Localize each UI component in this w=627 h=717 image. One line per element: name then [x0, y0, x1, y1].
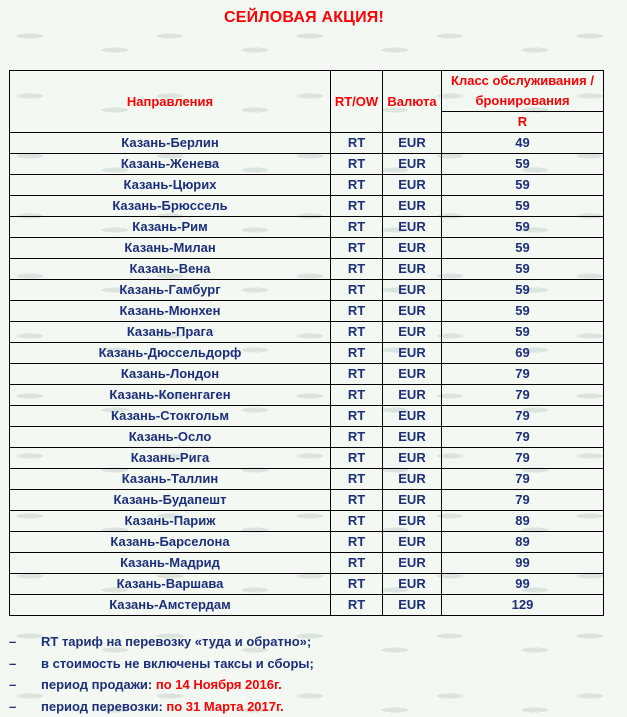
fare-type-cell: RT — [331, 406, 383, 427]
fare-type-cell: RT — [331, 301, 383, 322]
fare-type-cell: RT — [331, 154, 383, 175]
price-cell: 59 — [442, 238, 604, 259]
route-cell: Казань-Лондон — [10, 364, 331, 385]
price-cell: 79 — [442, 448, 604, 469]
table-row — [10, 175, 604, 196]
table-header-row — [10, 71, 604, 112]
table-row — [10, 322, 604, 343]
route-cell: Казань-Милан — [10, 238, 331, 259]
table-row — [10, 511, 604, 532]
route-cell: Казань-Рим — [10, 217, 331, 238]
note-highlight: по 31 Марта 2017г. — [166, 696, 283, 717]
currency-cell: EUR — [383, 280, 442, 301]
note-item — [9, 631, 609, 653]
price-cell: 59 — [442, 175, 604, 196]
currency-cell: EUR — [383, 553, 442, 574]
price-cell: 89 — [442, 532, 604, 553]
note-dash: – — [9, 631, 41, 653]
table-row — [10, 553, 604, 574]
table-row — [10, 364, 604, 385]
note-item — [9, 653, 609, 675]
currency-cell: EUR — [383, 217, 442, 238]
fare-type-cell: RT — [331, 511, 383, 532]
price-cell: 49 — [442, 133, 604, 154]
currency-cell: EUR — [383, 490, 442, 511]
note-highlight: по 14 Ноября 2016г. — [156, 674, 282, 696]
note-item — [9, 696, 609, 717]
route-cell: Казань-Стокгольм — [10, 406, 331, 427]
currency-cell: EUR — [383, 259, 442, 280]
note-dash: – — [9, 653, 41, 675]
fare-type-cell: RT — [331, 133, 383, 154]
currency-cell: EUR — [383, 133, 442, 154]
currency-cell: EUR — [383, 406, 442, 427]
price-cell: 79 — [442, 427, 604, 448]
header-direction: Направления — [10, 71, 331, 133]
fare-type-cell: RT — [331, 238, 383, 259]
fares-table-body — [10, 133, 604, 616]
currency-cell: EUR — [383, 511, 442, 532]
header-service-class-line2: бронирования — [475, 93, 569, 108]
route-cell: Казань-Копенгаген — [10, 385, 331, 406]
currency-cell: EUR — [383, 427, 442, 448]
fare-type-cell: RT — [331, 175, 383, 196]
table-row — [10, 448, 604, 469]
route-cell: Казань-Таллин — [10, 469, 331, 490]
price-cell: 79 — [442, 469, 604, 490]
currency-cell: EUR — [383, 343, 442, 364]
fare-type-cell: RT — [331, 532, 383, 553]
fare-type-cell: RT — [331, 427, 383, 448]
currency-cell: EUR — [383, 364, 442, 385]
route-cell: Казань-Женева — [10, 154, 331, 175]
table-row — [10, 133, 604, 154]
currency-cell: EUR — [383, 238, 442, 259]
fare-type-cell: RT — [331, 490, 383, 511]
notes-list — [9, 631, 609, 717]
price-cell: 99 — [442, 553, 604, 574]
route-cell: Казань-Вена — [10, 259, 331, 280]
route-cell: Казань-Будапешт — [10, 490, 331, 511]
table-row — [10, 154, 604, 175]
currency-cell: EUR — [383, 196, 442, 217]
price-cell: 59 — [442, 259, 604, 280]
fare-type-cell: RT — [331, 448, 383, 469]
fare-type-cell: RT — [331, 595, 383, 616]
price-cell: 99 — [442, 574, 604, 595]
price-cell: 59 — [442, 196, 604, 217]
currency-cell: EUR — [383, 574, 442, 595]
fare-type-cell: RT — [331, 280, 383, 301]
fare-type-cell: RT — [331, 196, 383, 217]
currency-cell: EUR — [383, 595, 442, 616]
route-cell: Казань-Рига — [10, 448, 331, 469]
fares-table — [9, 70, 604, 616]
fare-type-cell: RT — [331, 553, 383, 574]
currency-cell: EUR — [383, 175, 442, 196]
table-row — [10, 490, 604, 511]
fare-type-cell: RT — [331, 574, 383, 595]
table-row — [10, 574, 604, 595]
table-row — [10, 406, 604, 427]
table-row — [10, 238, 604, 259]
route-cell: Казань-Мадрид — [10, 553, 331, 574]
page-title: СЕЙЛОВАЯ АКЦИЯ! — [0, 9, 608, 27]
header-service-class — [442, 71, 604, 112]
currency-cell: EUR — [383, 469, 442, 490]
fare-type-cell: RT — [331, 322, 383, 343]
note-text: RT тариф на перевозку «туда и обратно»; — [41, 631, 311, 653]
route-cell: Казань-Осло — [10, 427, 331, 448]
note-dash: – — [9, 696, 41, 717]
route-cell: Казань-Брюссель — [10, 196, 331, 217]
price-cell: 69 — [442, 343, 604, 364]
currency-cell: EUR — [383, 448, 442, 469]
note-text: период продажи: — [41, 674, 156, 696]
route-cell: Казань-Париж — [10, 511, 331, 532]
price-cell: 59 — [442, 154, 604, 175]
table-row — [10, 196, 604, 217]
table-row — [10, 469, 604, 490]
route-cell: Казань-Барселона — [10, 532, 331, 553]
table-row — [10, 259, 604, 280]
table-row — [10, 217, 604, 238]
header-class-code: R — [442, 112, 604, 133]
table-row — [10, 427, 604, 448]
note-text: в стоимость не включены таксы и сборы; — [41, 653, 314, 675]
price-cell: 79 — [442, 490, 604, 511]
note-text: период перевозки: — [41, 696, 166, 717]
table-row — [10, 595, 604, 616]
currency-cell: EUR — [383, 301, 442, 322]
price-cell: 59 — [442, 217, 604, 238]
table-row — [10, 301, 604, 322]
table-row — [10, 532, 604, 553]
table-row — [10, 385, 604, 406]
price-cell: 79 — [442, 364, 604, 385]
route-cell: Казань-Дюссельдорф — [10, 343, 331, 364]
fare-type-cell: RT — [331, 364, 383, 385]
note-item — [9, 674, 609, 696]
fare-type-cell: RT — [331, 343, 383, 364]
fare-type-cell: RT — [331, 469, 383, 490]
route-cell: Казань-Берлин — [10, 133, 331, 154]
price-cell: 59 — [442, 280, 604, 301]
currency-cell: EUR — [383, 154, 442, 175]
currency-cell: EUR — [383, 322, 442, 343]
price-cell: 59 — [442, 301, 604, 322]
route-cell: Казань-Цюрих — [10, 175, 331, 196]
fare-type-cell: RT — [331, 385, 383, 406]
header-service-class-line1: Класс обслуживания / — [451, 73, 594, 88]
route-cell: Казань-Гамбург — [10, 280, 331, 301]
header-rt-ow: RT/OW — [331, 71, 383, 133]
table-row — [10, 280, 604, 301]
route-cell: Казань-Амстердам — [10, 595, 331, 616]
currency-cell: EUR — [383, 385, 442, 406]
price-cell: 59 — [442, 322, 604, 343]
fare-type-cell: RT — [331, 217, 383, 238]
currency-cell: EUR — [383, 532, 442, 553]
price-cell: 79 — [442, 406, 604, 427]
price-cell: 129 — [442, 595, 604, 616]
note-dash: – — [9, 674, 41, 696]
fare-type-cell: RT — [331, 259, 383, 280]
route-cell: Казань-Варшава — [10, 574, 331, 595]
route-cell: Казань-Прага — [10, 322, 331, 343]
price-cell: 89 — [442, 511, 604, 532]
header-currency: Валюта — [383, 71, 442, 133]
price-cell: 79 — [442, 385, 604, 406]
table-row — [10, 343, 604, 364]
route-cell: Казань-Мюнхен — [10, 301, 331, 322]
